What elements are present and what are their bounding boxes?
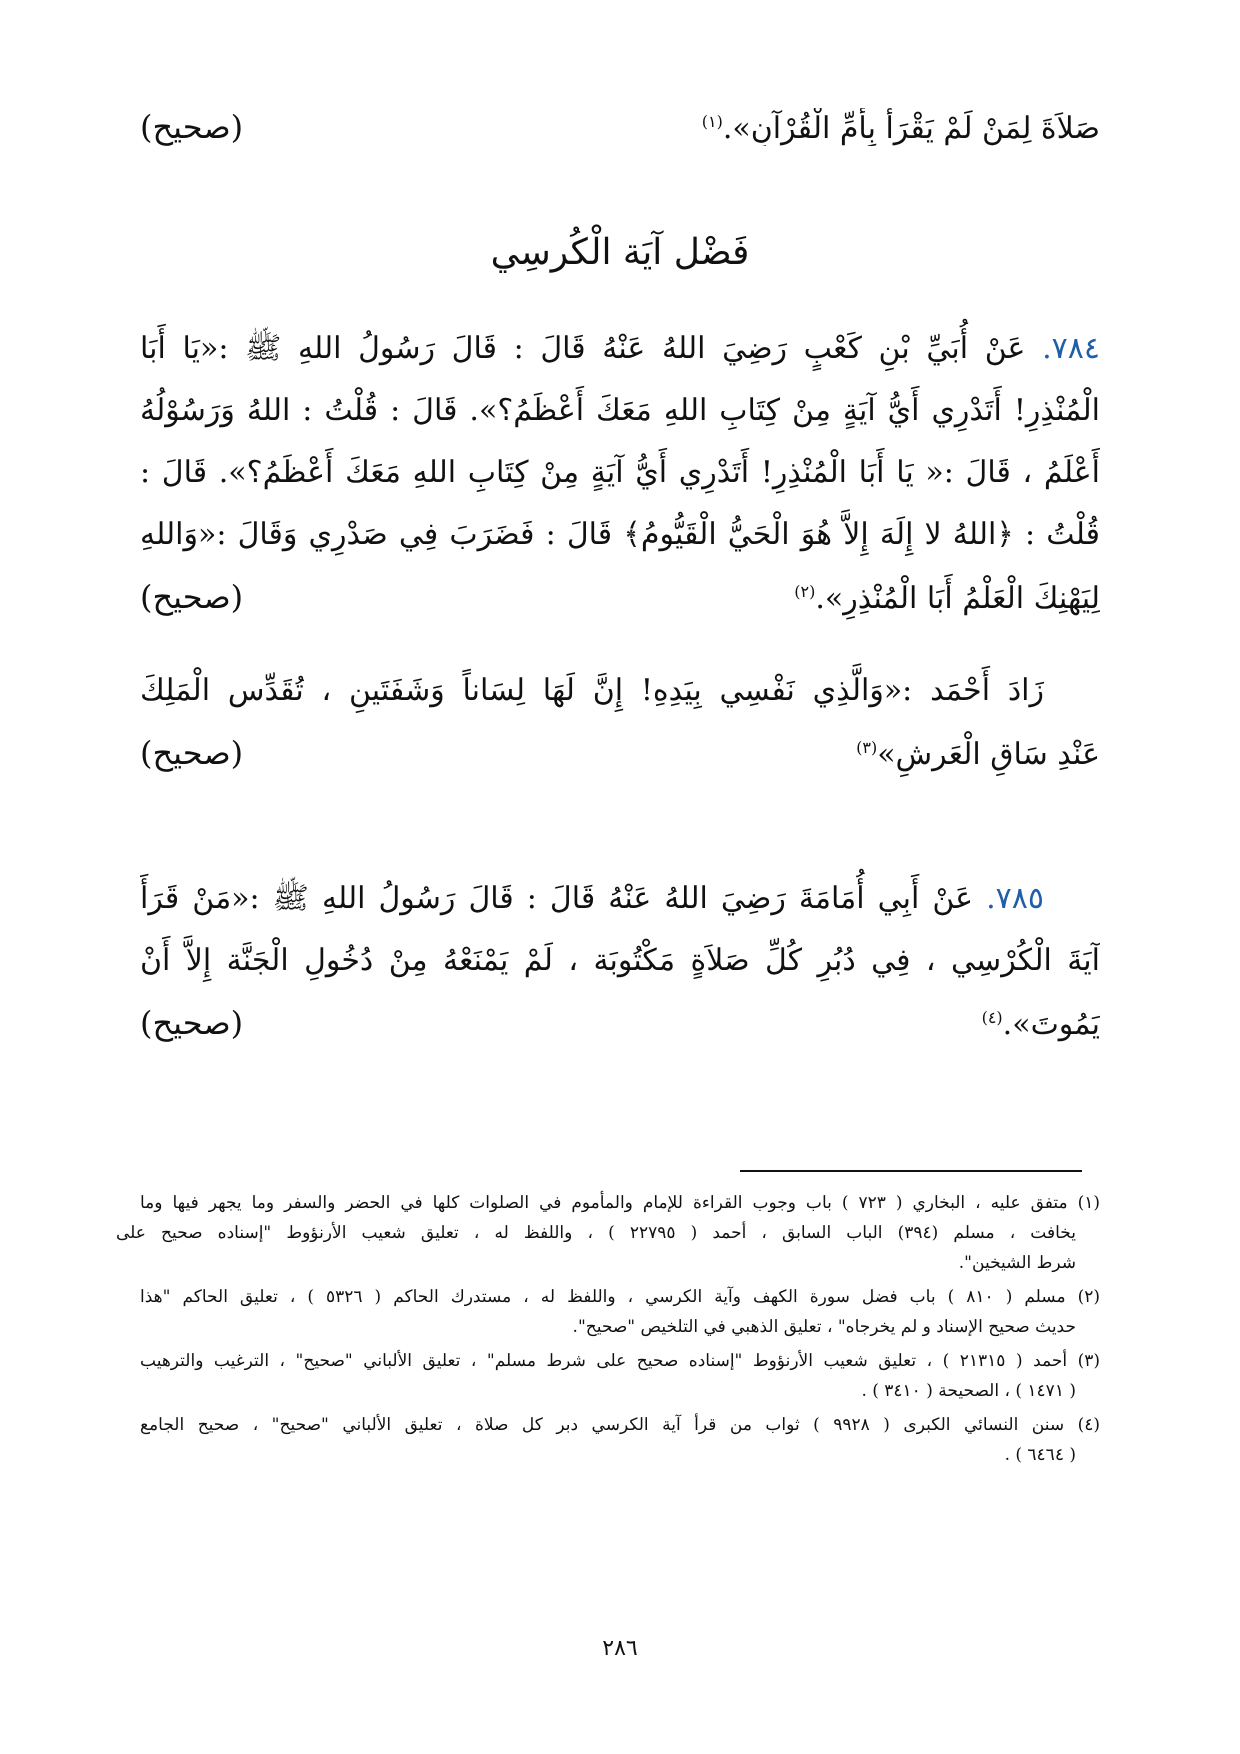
hadith-784-line-2: الْمُنْذِرِ! أَتَدْرِي أَيُّ آيَةٍ مِنْ كِتَابِ اللهِ مَعَكَ أَعْظَمُ؟». قَالَ : قُلْتُ : اللهُ وَرَسُوْلُهُ [140,393,1100,428]
grade-badge: (صحيح) [140,1004,244,1042]
footnote-1: (١) متفق عليه ، البخاري ( ٧٢٣ ) باب وجوب القراءة للإمام والمأموم في الصلوات كلها في الحضر والسفر وما يجهر فيها وما يخافت ، مسلم (٣٩٤) الباب السابق ، أحمد ( ٢٢٧٩٥ ) ، واللفظ له ، تعليق شعيب الأرنؤوط "إسناده صحيح على شرط الشيخين". [116,1193,1100,1273]
footnotes [116,1188,1100,1474]
grade-badge: (صحيح) [140,108,244,146]
footnote-separator [740,1170,1082,1172]
hadith-785-line-3: يَمُوتَ». [1002,1007,1100,1042]
grade-badge: (صحيح) [140,578,244,616]
hadith-784-line-5: لِيَهْنِكَ الْعَلْمُ أَبَا الْمُنْذِرِ». [815,581,1100,616]
hadith-785 [140,868,1100,1056]
page-number: ٢٨٦ [602,1636,638,1661]
hadith-784-line-3: أَعْلَمُ ، قَالَ :« يَا أَبَا الْمُنْذِرِ! أَتَدْرِي أَيُّ آيَةٍ مِنْ كِتَابِ اللهِ مَعَكَ أَعْظَمُ؟». قَالَ : [140,455,1100,490]
ahmad-line-1: زَادَ أَحْمَد :«وَالَّذِي نَفْسِي بِيَدِهِ! إِنَّ لَهَا لِسَاناً وَشَفَتَينِ ، تُقَدِّس الْمَلِكَ [140,673,1044,708]
footnote-ref-1[interactable]: (١) [701,112,723,131]
footnote-ref-4[interactable]: (٤) [981,1008,1003,1027]
footnote-ref-2[interactable]: (٢) [794,582,816,601]
grade-badge: (صحيح) [140,734,244,772]
top-continuation [140,108,1100,146]
footnote-ref-3[interactable]: (٣) [856,738,878,757]
footnote-3: (٣) أحمد ( ٢١٣١٥ ) ، تعليق شعيب الأرنؤوط "إسناده صحيح على شرط مسلم" ، تعليق الألباني "صحيح" ، الترغيب والترهيب ( ١٤٧١ ) ، الصحيحة ( ٣٤١٠ ) . [140,1351,1100,1401]
top-line [140,108,1100,146]
hadith-number: ٧٨٥. [986,881,1044,916]
hadith-784-line-4: قُلْتُ : ﴿اللهُ لا إِلَهَ إِلاَّ هُوَ الْحَيُّ الْقَيُّومُ﴾ قَالَ : فَضَرَبَ فِي صَدْرِي وَقَالَ :«وَاللهِ [140,517,1100,552]
hadith-784 [140,318,1100,630]
top-text: صَلاَةَ لِمَنْ لَمْ يَقْرَأْ بِأُمِّ الْقُرْآنِ». [722,111,1100,146]
hadith-785-line-1: عَنْ أَبِي أُمَامَةَ رَضِيَ اللهُ عَنْهُ قَالَ : قَالَ رَسُولُ اللهِ ﷺ :«مَنْ قَرَأَ [140,881,974,916]
ahmad-addition [140,660,1100,786]
hadith-784-line-1: عَنْ أُبَيِّ بْنِ كَعْبٍ رَضِيَ اللهُ عَنْهُ قَالَ : قَالَ رَسُولُ اللهِ ﷺ :«يَا أَبَا [140,331,1026,366]
chapter-title: فَضْل آيَة الْكُرسِي [490,232,750,273]
ahmad-line-2: عَنْدِ سَاقِ الْعَرشِ» [877,737,1100,772]
footnote-2: (٢) مسلم ( ٨١٠ ) باب فضل سورة الكهف وآية الكرسي ، واللفظ له ، مستدرك الحاكم ( ٥٣٢٦ ) ، تعليق الحاكم "هذا حديث صحيح الإسناد و لم يخرجاه" ، تعليق الذهبي في التلخيص "صحيح". [140,1287,1100,1337]
hadith-number: ٧٨٤. [1042,331,1100,366]
hadith-785-line-2: آيَةَ الْكُرْسِي ، فِي دُبُرِ كُلِّ صَلاَةٍ مَكْتُوبَة ، لَمْ يَمْنَعْهُ مِنْ دُخُولِ الْجَنَّة إِلاَّ أَنْ [140,943,1100,978]
footnote-4: (٤) سنن النسائي الكبرى ( ٩٩٢٨ ) ثواب من قرأ آية الكرسي دبر كل صلاة ، تعليق الألباني "صحيح" ، صحيح الجامع ( ٦٤٦٤ ) . [140,1415,1100,1465]
